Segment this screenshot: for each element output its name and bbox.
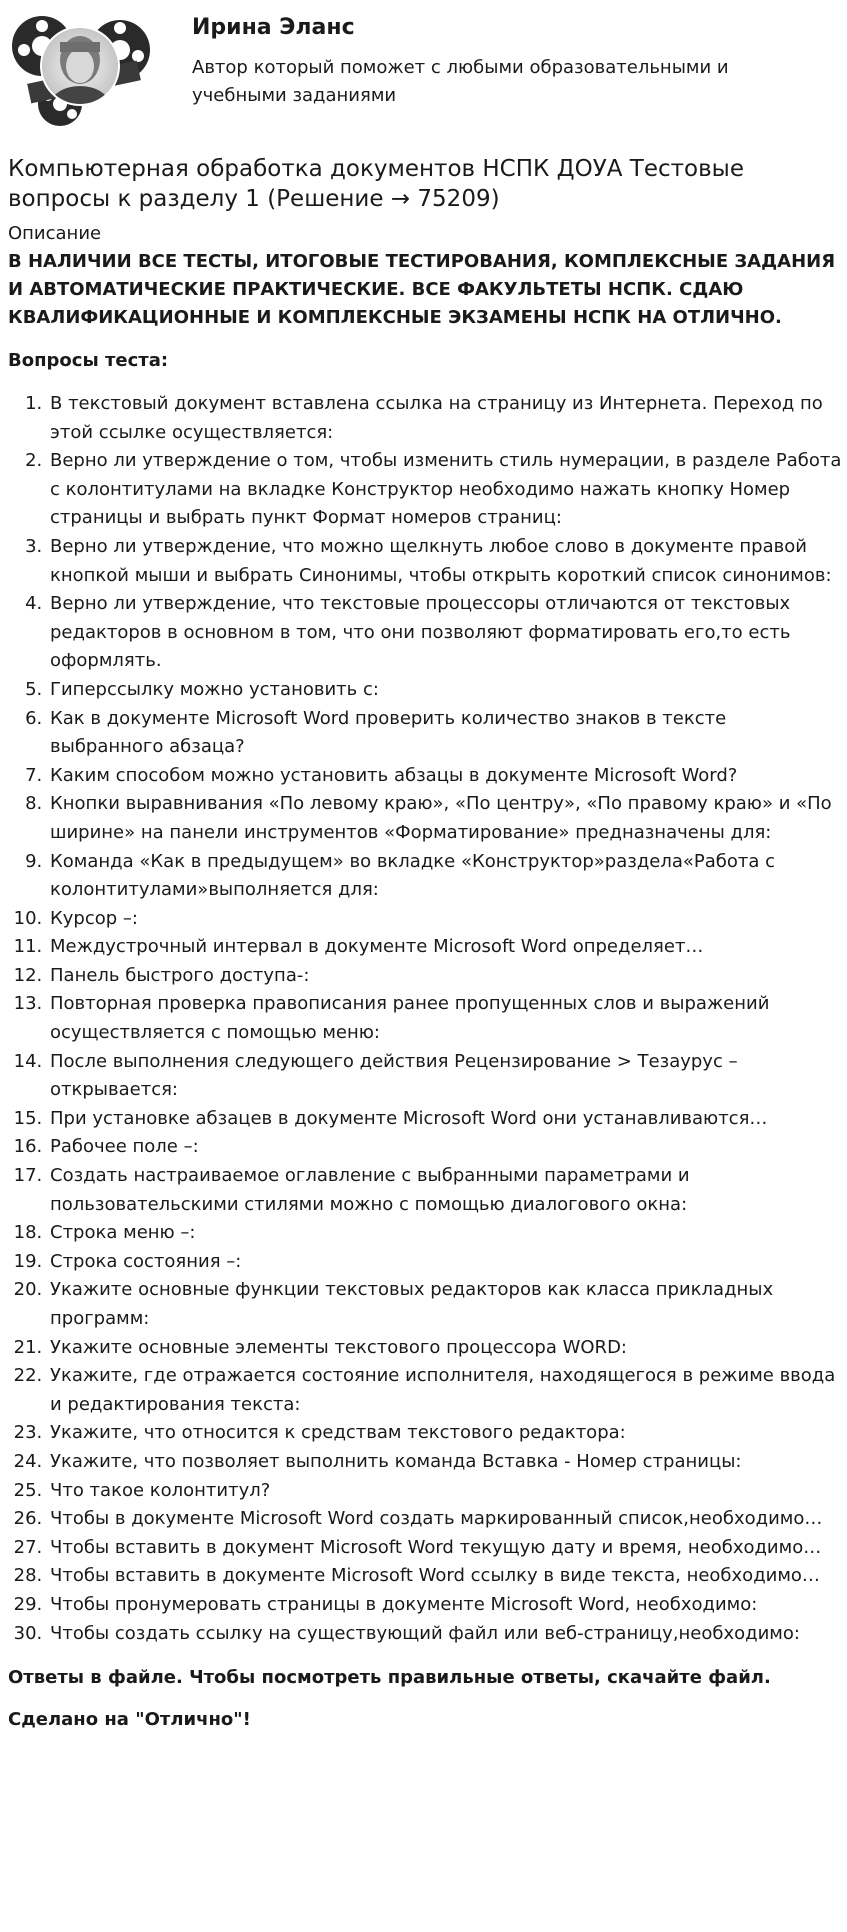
- question-item: 3. Верно ли утверждение, что можно щелкнуть любое слово в документе правой кнопкой мыши и выбрать Синонимы, чтобы открыть короткий список синонимов:: [48, 533, 843, 590]
- question-item: 13. Повторная проверка правописания ранее пропущенных слов и выражений осуществляется с помощью меню:: [48, 990, 843, 1047]
- question-item: 28. Чтобы вставить в документе Microsoft Word ссылку в виде текста, необходимо…: [48, 1562, 843, 1591]
- question-item: 19. Строка состояния –:: [48, 1248, 843, 1277]
- description-label: Описание: [8, 223, 102, 244]
- question-item: 10. Курсор –:: [48, 905, 843, 934]
- question-item: 17. Создать настраиваемое оглавление с выбранными параметрами и пользовательскими стилями можно с помощью диалогового окна:: [48, 1162, 843, 1219]
- questions-heading: Вопросы теста:: [8, 350, 169, 371]
- author-card: [8, 6, 839, 136]
- answers-note: Ответы в файле. Чтобы посмотреть правильные ответы, скачайте файл.: [8, 1667, 771, 1689]
- question-item: 24. Укажите, что позволяет выполнить команда Вставка - Номер страницы:: [48, 1448, 843, 1477]
- question-item: 30. Чтобы создать ссылку на существующий файл или веб-страницу,необходимо:: [48, 1620, 843, 1649]
- question-item: 7. Каким способом можно установить абзацы в документе Microsoft Word?: [48, 762, 843, 791]
- question-item: 15. При установке абзацев в документе Microsoft Word они устанавливаются…: [48, 1105, 843, 1134]
- author-name[interactable]: Ирина Эланс: [192, 15, 355, 40]
- film-reel-avatar-icon: [8, 6, 158, 128]
- author-tagline: Автор который поможет с любыми образовательными и учебными заданиями: [192, 57, 729, 106]
- author-avatar[interactable]: [8, 6, 158, 128]
- description-text: В НАЛИЧИИ ВСЕ ТЕСТЫ, ИТОГОВЫЕ ТЕСТИРОВАНИЯ, КОМПЛЕКСНЫЕ ЗАДАНИЯ И АВТОМАТИЧЕСКИЕ ПРАКТИЧЕСКИЕ. ВСЕ ФАКУЛЬТЕТЫ НСПК. СДАЮ КВАЛИФИКАЦИОННЫЕ И КОМПЛЕКСНЫЕ ЭКЗАМЕНЫ НСПК НА ОТЛИЧНО.: [8, 251, 836, 328]
- question-item: 29. Чтобы пронумеровать страницы в документе Microsoft Word, необходимо:: [48, 1591, 843, 1620]
- questions-list: [8, 390, 843, 1648]
- question-item: 21. Укажите основные элементы текстового процессора WORD:: [48, 1334, 843, 1363]
- question-item: 1. В текстовый документ вставлена ссылка на страницу из Интернета. Переход по этой ссылке осуществляется:: [48, 390, 843, 447]
- question-item: 9. Команда «Как в предыдущем» во вкладке «Конструктор»раздела«Работа с колонтитулами»выполняется для:: [48, 848, 843, 905]
- question-item: 6. Как в документе Microsoft Word проверить количество знаков в тексте выбранного абзаца?: [48, 705, 843, 762]
- question-item: 4. Верно ли утверждение, что текстовые процессоры отличаются от текстовых редакторов в основном в том, что они позволяют форматировать его,то есть оформлять.: [48, 590, 843, 676]
- question-item: 2. Верно ли утверждение о том, чтобы изменить стиль нумерации, в разделе Работа с колонтитулами на вкладке Конструктор необходимо нажать кнопку Номер страницы и выбрать пункт Формат номеров страниц:: [48, 447, 843, 533]
- question-item: 8. Кнопки выравнивания «По левому краю», «По центру», «По правому краю» и «По ширине» на панели инструментов «Форматирование» предназначены для:: [48, 790, 843, 847]
- question-item: 27. Чтобы вставить в документ Microsoft Word текущую дату и время, необходимо…: [48, 1534, 843, 1563]
- question-item: 23. Укажите, что относится к средствам текстового редактора:: [48, 1419, 843, 1448]
- question-item: 18. Строка меню –:: [48, 1219, 843, 1248]
- author-info: [192, 6, 792, 110]
- question-item: 20. Укажите основные функции текстовых редакторов как класса прикладных программ:: [48, 1276, 843, 1333]
- question-item: 5. Гиперссылку можно установить с:: [48, 676, 843, 705]
- question-item: 11. Междустрочный интервал в документе Microsoft Word определяет…: [48, 933, 843, 962]
- question-item: 12. Панель быстрого доступа-:: [48, 962, 843, 991]
- question-item: 16. Рабочее поле –:: [48, 1133, 843, 1162]
- question-item: 22. Укажите, где отражается состояние исполнителя, находящегося в режиме ввода и редактирования текста:: [48, 1362, 843, 1419]
- question-item: 26. Чтобы в документе Microsoft Word создать маркированный список,необходимо…: [48, 1505, 843, 1534]
- question-item: 14. После выполнения следующего действия Рецензирование > Тезаурус – открывается:: [48, 1048, 843, 1105]
- grade-note: Сделано на "Отлично"!: [8, 1709, 251, 1731]
- work-title: Компьютерная обработка документов НСПК ДОУА Тестовые вопросы к разделу 1 (Решение → 75209): [8, 156, 744, 212]
- question-item: 25. Что такое колонтитул?: [48, 1477, 843, 1506]
